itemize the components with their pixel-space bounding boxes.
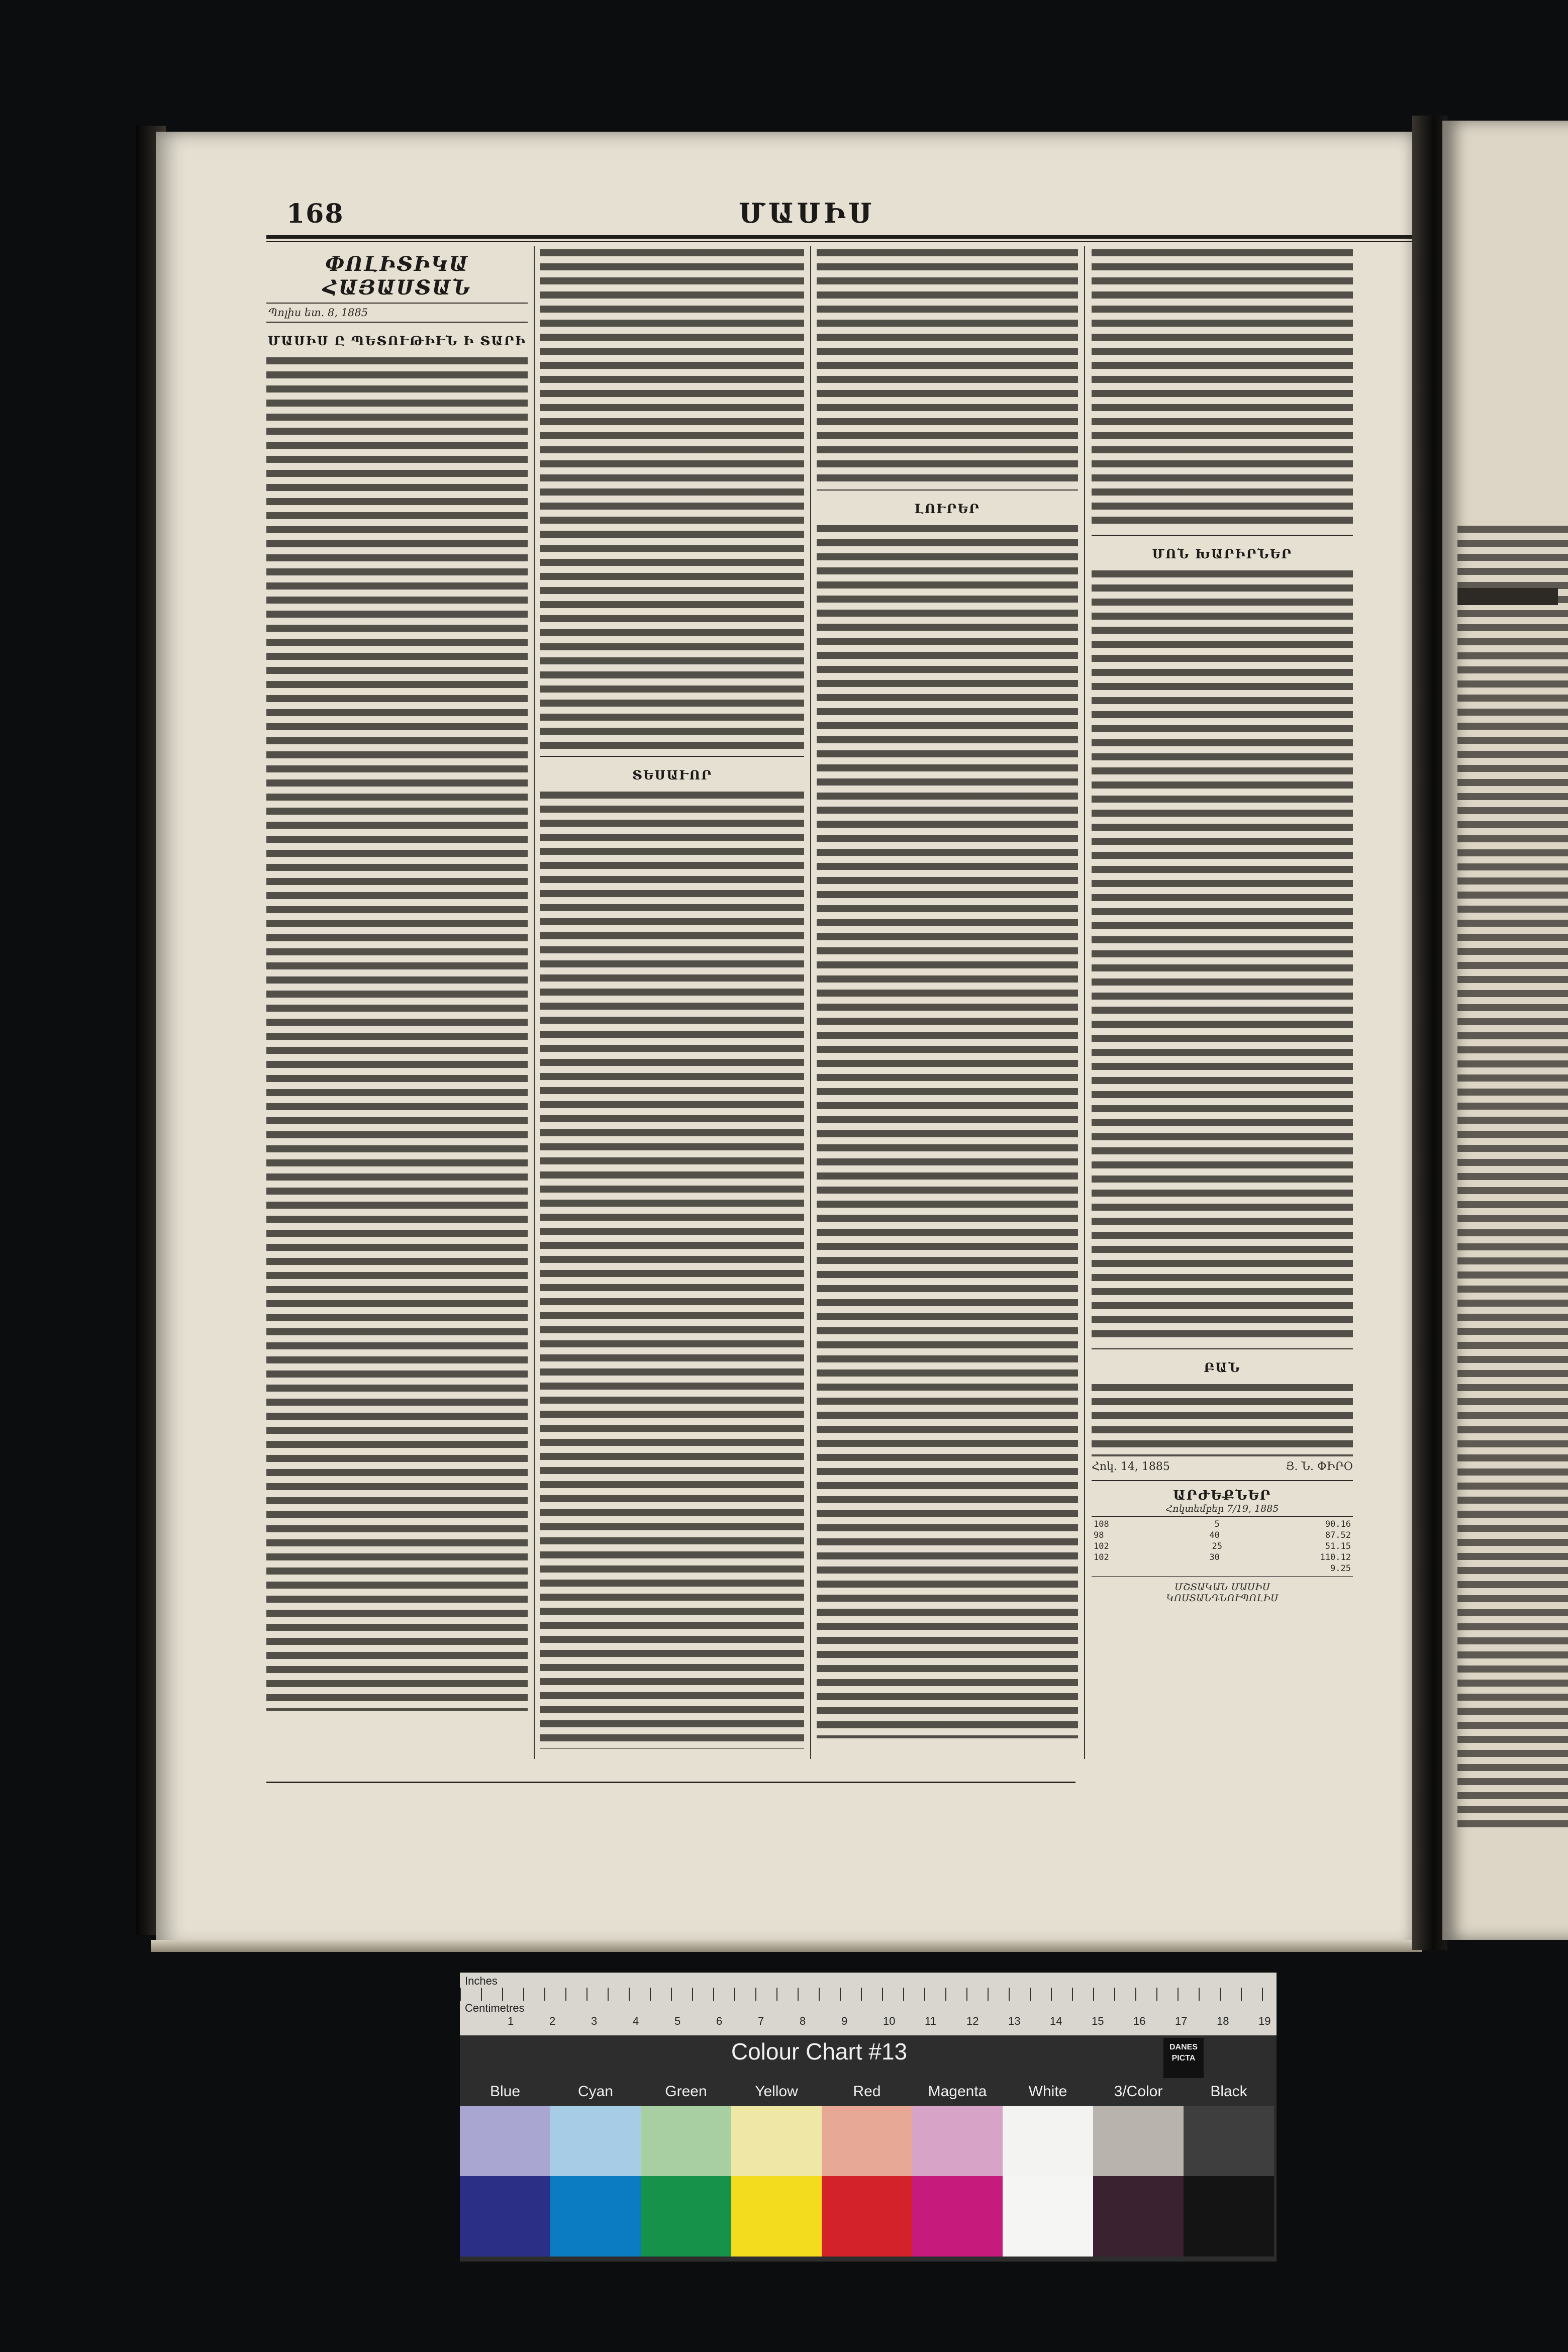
article-heading: ՏԵՍԱՒՈՐ xyxy=(632,768,713,782)
divider xyxy=(1092,1348,1353,1349)
swatch-label: Cyan xyxy=(577,2083,614,2100)
ruler-number: 10 xyxy=(883,2015,896,2027)
swatch-label: Blue xyxy=(489,2083,521,2100)
article-body xyxy=(540,789,804,1749)
section-title: ՓՈԼԻՏԻԿԱ ՀԱՅԱՍՏԱՆ xyxy=(323,252,471,300)
ruler-number: 17 xyxy=(1175,2015,1188,2027)
ruler-number: 6 xyxy=(716,2015,723,2027)
chart-title: Colour Chart #13 xyxy=(731,2038,908,2065)
page-number: 168 xyxy=(286,199,344,229)
signoff-date: Հոկ. 14, 1885 xyxy=(1092,1460,1170,1473)
exchange-row xyxy=(1092,1530,1353,1541)
article-body xyxy=(1092,1381,1353,1456)
ruler-number: 14 xyxy=(1050,2015,1062,2027)
swatch-light xyxy=(641,2106,731,2176)
page-stack-edge xyxy=(151,1940,1422,1952)
ruler-number: 12 xyxy=(966,2015,979,2027)
swatch-label: 3/Color xyxy=(1114,2083,1163,2100)
ruler-number: 2 xyxy=(549,2015,556,2027)
exchange-subtitle: Հոկտեմբեր 7/19, 1885 xyxy=(1165,1503,1279,1514)
article-heading: ՄՈՆ ԽԱՐԻՐՆԵՐ xyxy=(1152,547,1293,561)
swatch-dark xyxy=(912,2176,1003,2257)
ruler-number: 11 xyxy=(925,2015,936,2027)
swatch-dark xyxy=(641,2176,731,2257)
ruler-numbers xyxy=(460,2015,1277,2030)
exchange-cell: 98 xyxy=(1094,1530,1104,1540)
exchange-row xyxy=(1092,1552,1353,1563)
exchange-title: ԱՐԺԵՔՆԵՐ xyxy=(1173,1488,1271,1503)
ruler-number: 8 xyxy=(800,2015,806,2027)
swatch-label: Red xyxy=(853,2083,881,2100)
exchange-cell: 51.15 xyxy=(1325,1541,1351,1551)
exchange-cell: 30 xyxy=(1209,1552,1220,1562)
ruler-inches-label: Inches xyxy=(465,1975,498,1987)
swatch-light xyxy=(1184,2106,1274,2176)
swatch-light xyxy=(1093,2106,1184,2176)
swatch-label: Green xyxy=(665,2083,707,2100)
divider xyxy=(817,489,1078,491)
article-body xyxy=(266,354,528,1711)
article-heading: ԼՈՒՐԵՐ xyxy=(914,502,981,516)
brand-logo: DANES PICTA xyxy=(1163,2038,1204,2078)
swatch-light xyxy=(822,2106,912,2176)
swatch-light xyxy=(1003,2106,1093,2176)
exchange-cell: 87.52 xyxy=(1325,1530,1351,1540)
ruler-number: 5 xyxy=(674,2015,681,2027)
article-body xyxy=(1092,246,1353,528)
article-heading: ԲԱՆ xyxy=(1204,1360,1241,1375)
article-body xyxy=(540,246,804,749)
facing-page xyxy=(1442,121,1568,1940)
divider xyxy=(1092,1480,1353,1481)
column-1 xyxy=(266,246,528,1749)
swatch-label: Magenta xyxy=(928,2083,987,2100)
exchange-cell: 102 xyxy=(1094,1552,1109,1562)
ruler-number: 3 xyxy=(591,2015,598,2027)
ruler-number: 9 xyxy=(841,2015,848,2027)
ruler-ticks xyxy=(460,1988,1277,2001)
swatch-dark xyxy=(731,2176,822,2257)
ruler-number: 1 xyxy=(508,2015,514,2027)
ruler xyxy=(460,1973,1277,2035)
column-divider xyxy=(1084,246,1085,1759)
colour-calibration-chart xyxy=(460,1973,1277,2262)
ruler-number: 15 xyxy=(1092,2015,1104,2027)
exchange-row xyxy=(1092,1563,1353,1574)
ruler-number: 7 xyxy=(758,2015,764,2027)
exchange-cell: 110.12 xyxy=(1320,1552,1351,1562)
swatch-dark xyxy=(1184,2176,1274,2257)
ruler-number: 4 xyxy=(633,2015,639,2027)
swatch-light xyxy=(731,2106,822,2176)
swatch-dark xyxy=(460,2176,550,2257)
bottom-rule xyxy=(266,1782,1075,1783)
divider xyxy=(1092,535,1353,536)
article-body xyxy=(817,246,1078,482)
article-heading: ՄԱՍԻՍ Ը ՊԵՏՈՒԹԻՒՆ Ի ՏԱՐԻ xyxy=(267,334,527,348)
masthead-title: ՄԱՍԻՍ xyxy=(739,197,875,229)
swatch-dark xyxy=(550,2176,641,2257)
exchange-cell: 5 xyxy=(1214,1519,1220,1529)
divider xyxy=(540,756,804,757)
swatch-label: Yellow xyxy=(755,2083,798,2100)
swatch-light xyxy=(550,2106,641,2176)
swatch-light xyxy=(460,2106,550,2176)
exchange-row xyxy=(1092,1519,1353,1530)
header-rule-thin xyxy=(266,241,1412,242)
swatch-dark xyxy=(1093,2176,1184,2257)
swatch-dark xyxy=(822,2176,912,2257)
column-4 xyxy=(1092,246,1353,1784)
article-body xyxy=(817,522,1078,1738)
ruler-number: 13 xyxy=(1008,2015,1021,2027)
imprint-line: ՄՇՏԱԿԱՆ ՄԱՍԻՍ xyxy=(1174,1582,1270,1593)
exchange-cell: 40 xyxy=(1209,1530,1220,1540)
imprint-city: ԿՈՍՏԱՆԴՆՈՒՊՈԼԻՍ xyxy=(1166,1593,1279,1604)
exchange-table xyxy=(1092,1519,1353,1574)
exchange-cell: 9.25 xyxy=(1330,1563,1351,1574)
ruler-number: 19 xyxy=(1258,2015,1271,2027)
column-divider xyxy=(810,246,811,1759)
ruler-number: 18 xyxy=(1217,2015,1229,2027)
swatch-light xyxy=(912,2106,1003,2176)
column-2 xyxy=(540,246,804,1749)
exchange-cell: 25 xyxy=(1212,1541,1222,1551)
swatch-label: White xyxy=(1028,2083,1067,2100)
column-3 xyxy=(817,246,1078,1749)
ruler-cm-label: Centimetres xyxy=(465,2002,525,2014)
exchange-cell: 108 xyxy=(1094,1519,1109,1529)
column-divider xyxy=(534,246,535,1759)
swatch-dark xyxy=(1003,2176,1093,2257)
swatch-label: Black xyxy=(1210,2083,1247,2100)
exchange-cell: 102 xyxy=(1094,1541,1109,1551)
header-rule xyxy=(266,235,1412,239)
exchange-row xyxy=(1092,1541,1353,1552)
article-body xyxy=(1092,567,1353,1341)
signoff-name: Յ. Ն. ՓԻՐՕ xyxy=(1286,1460,1353,1473)
ruler-number: 16 xyxy=(1133,2015,1146,2027)
dateline: Պոլիս ետ. 8, 1885 xyxy=(266,303,528,323)
exchange-cell: 90.16 xyxy=(1325,1519,1351,1529)
